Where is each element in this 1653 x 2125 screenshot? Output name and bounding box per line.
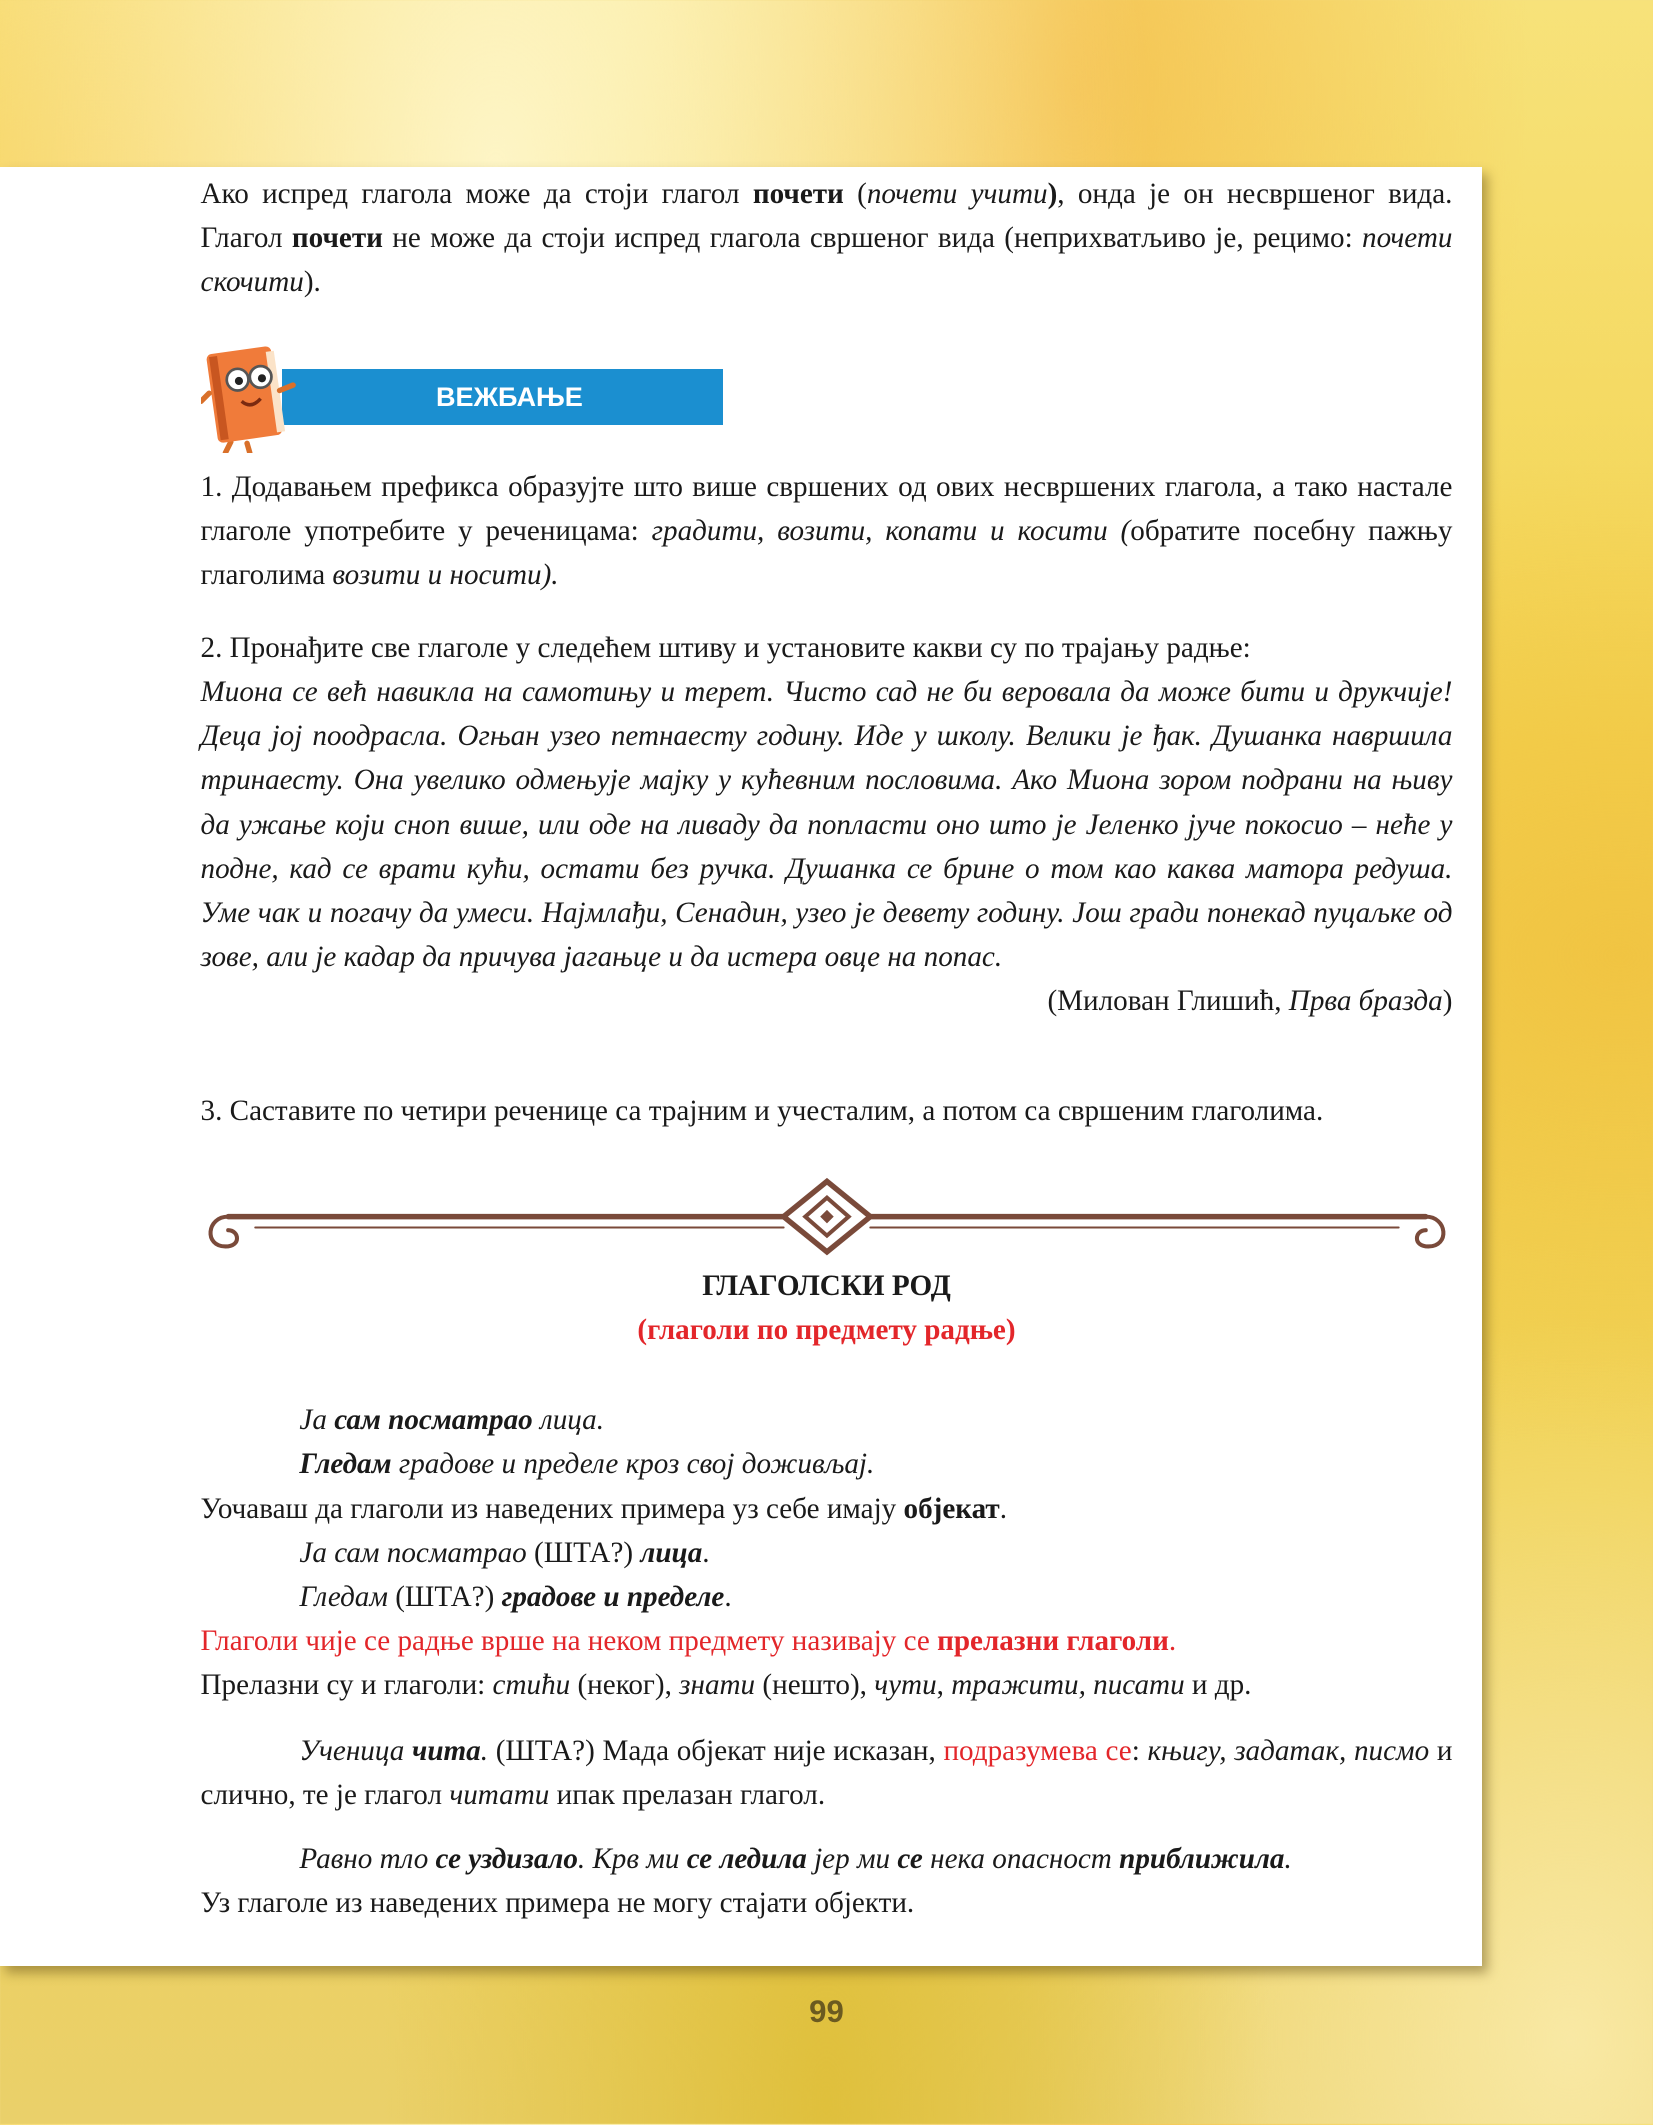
bold-term: почети (291, 222, 383, 255)
exercise-1-verbs: возити и носити). (332, 559, 559, 592)
example-text: . (724, 1580, 732, 1613)
definition-text: Глаголи чије се радње врше на неком предмету називају се (200, 1625, 938, 1658)
intro-text: , онда је он несвршеног вида. Глагол (200, 178, 1453, 255)
intransitive-text: Равно тло (299, 1843, 436, 1876)
intro-text: ). (303, 266, 321, 299)
example-verb: Гледам (299, 1448, 392, 1481)
implied-text: и слично, те је глагол (200, 1734, 1453, 1812)
section-heading (201, 1264, 1453, 1352)
examples-block (201, 1398, 1453, 1707)
exercise-2 (201, 626, 1453, 1024)
more-verb: стићи (492, 1669, 571, 1702)
question-word: (ШТА?) (526, 1536, 641, 1569)
intransitive-text: . (1284, 1843, 1292, 1876)
page-number: 99 (809, 1994, 844, 2030)
section-title: ГЛАГОЛСКИ РОД (702, 1270, 951, 1303)
implied-highlight: подразумева се (943, 1734, 1132, 1767)
exercise-3-text: 3. Саставите по четири реченице са трајним и учесталим, а потом са свршеним глаголима. (200, 1095, 1324, 1128)
observation (201, 1487, 1453, 1531)
implied-text: ипак прелазан глагол. (549, 1779, 826, 1812)
question-word: (ШТА?) (387, 1580, 502, 1613)
observation-text: Уочаваш да глаголи из наведених примера уз себе имају (200, 1492, 904, 1525)
exercise-banner (201, 339, 729, 453)
implied-text: Ученица (299, 1734, 413, 1767)
definition-term: прелазни глаголи (937, 1625, 1169, 1658)
more-text: , (936, 1669, 952, 1702)
example-text: Ја сам посматрао (299, 1536, 527, 1569)
exercise-1 (201, 465, 1453, 598)
intransitive-verb: се ледила (686, 1843, 807, 1876)
intro-paragraph (201, 172, 1453, 305)
exercise-1-text: 1. Додавањем префикса образујте што више свршених од ових несвршених глагола, а тако настале глаголе употребите у реченицама: (200, 470, 1453, 547)
italic-example: почети учити (866, 178, 1048, 211)
exercise-3 (201, 1089, 1453, 1133)
more-text: Прелазни су и глаголи: (200, 1669, 493, 1702)
source-title: Прва бразда (1288, 985, 1443, 1018)
example-text: лица. (532, 1404, 605, 1437)
definition-text: . (1168, 1625, 1177, 1658)
source-paren: ) (1442, 985, 1453, 1018)
intransitive-note: Уз глаголе из наведених примера не могу стајати објекти. (200, 1887, 915, 1920)
bold-paren: ) (1047, 178, 1058, 211)
more-text: (неког), (570, 1669, 680, 1702)
exercise-banner-label: ВЕЖБАЊЕ (282, 369, 724, 426)
example-text: Гледам (299, 1580, 388, 1613)
intransitive-verb: се (897, 1843, 923, 1876)
exercise-1-text: обратите посебну пажњу глаголима (200, 514, 1453, 592)
intransitive-text: јер ми (806, 1843, 898, 1876)
implied-objects: књигу, задатак, писмо (1147, 1734, 1430, 1767)
example-text: . (702, 1536, 710, 1569)
example-verb: сам посматрао (334, 1404, 533, 1437)
exercise-2-instruction: 2. Пронађите све глаголе у следећем штиву и установите какви су по трајању радње: (200, 631, 1251, 664)
example-text: градове и пределе кроз свој доживљај. (391, 1448, 875, 1481)
ornament-divider (201, 1176, 1453, 1257)
intro-text: ( (843, 178, 867, 211)
more-verb: знати (679, 1669, 756, 1702)
intransitive-verb: се уздизало (435, 1843, 578, 1876)
intransitive-text: нека опасност (922, 1843, 1120, 1876)
implied-text: (ШТА?) Мада објекат није исказан, (495, 1734, 944, 1767)
intransitive-text: . Крв ми (577, 1843, 687, 1876)
example-sentence (201, 1442, 1453, 1486)
intransitive-verb: приближила (1119, 1843, 1285, 1876)
intro-text: Ако испред глагола може да стоји глагол (200, 178, 753, 211)
example-sentence (201, 1398, 1453, 1442)
implied-object-paragraph (201, 1729, 1453, 1817)
section-subtitle: (глаголи по предмету радње) (637, 1314, 1016, 1347)
italic-example: почети скочити (200, 222, 1453, 299)
implied-verb: читати (449, 1779, 550, 1812)
more-text: и др. (1184, 1669, 1252, 1702)
more-text: (нешто), (755, 1669, 875, 1702)
intro-text: не може да стоји испред глагола свршеног вида (неприхватљиво је, рецимо: (382, 222, 1363, 255)
term-object: објекат (903, 1492, 1000, 1525)
implied-text: . (480, 1734, 496, 1767)
intransitive-paragraph (201, 1837, 1453, 1925)
exercise-2-source (201, 979, 1453, 1023)
exercise-2-passage: Миона се већ навикла на самотињу и терет. Чисто сад не би веровала да може бити и друкчије! Деца јој поодрасла. Огњан узео петнаесту годину. Иде у школу. Велики је ђак. Душанка навршила тринаесту. Она увелико одмењује мајку у кућевним пословима. Ако Миона зором подрани на њиву да ужање који сноп више, или оде на ливаду да попласти оно што је Јеленко јуче покосио – неће у подне, кад се врати кући, остати без ручка. Душанка се брине о том као каква матора редуша. Уме чак и погачу да умеси. Најмлађи, Сенадин, узео је девету годину. Још гради понекад пуцаљке од зове, али је кадар да причува јагањце и да истера овце на попас. (200, 676, 1453, 974)
bold-term: почети (752, 178, 844, 211)
example-question (201, 1575, 1453, 1619)
implied-text: : (1131, 1734, 1148, 1767)
more-verb: чути (874, 1669, 937, 1702)
more-verb: тражити, писати (951, 1669, 1185, 1702)
example-question (201, 1531, 1453, 1575)
more-examples (201, 1663, 1453, 1707)
example-text: Ја (299, 1404, 335, 1437)
book-mascot-icon (201, 339, 320, 453)
exercise-1-verbs: градити, возити, копати и косити ( (651, 514, 1131, 547)
definition (201, 1619, 1453, 1663)
example-object: градове и пределе (501, 1580, 725, 1613)
source-author: (Милован Глишић, (1047, 985, 1289, 1018)
implied-verb: чита (412, 1734, 481, 1767)
observation-text: . (999, 1492, 1008, 1525)
example-object: лица (640, 1536, 703, 1569)
